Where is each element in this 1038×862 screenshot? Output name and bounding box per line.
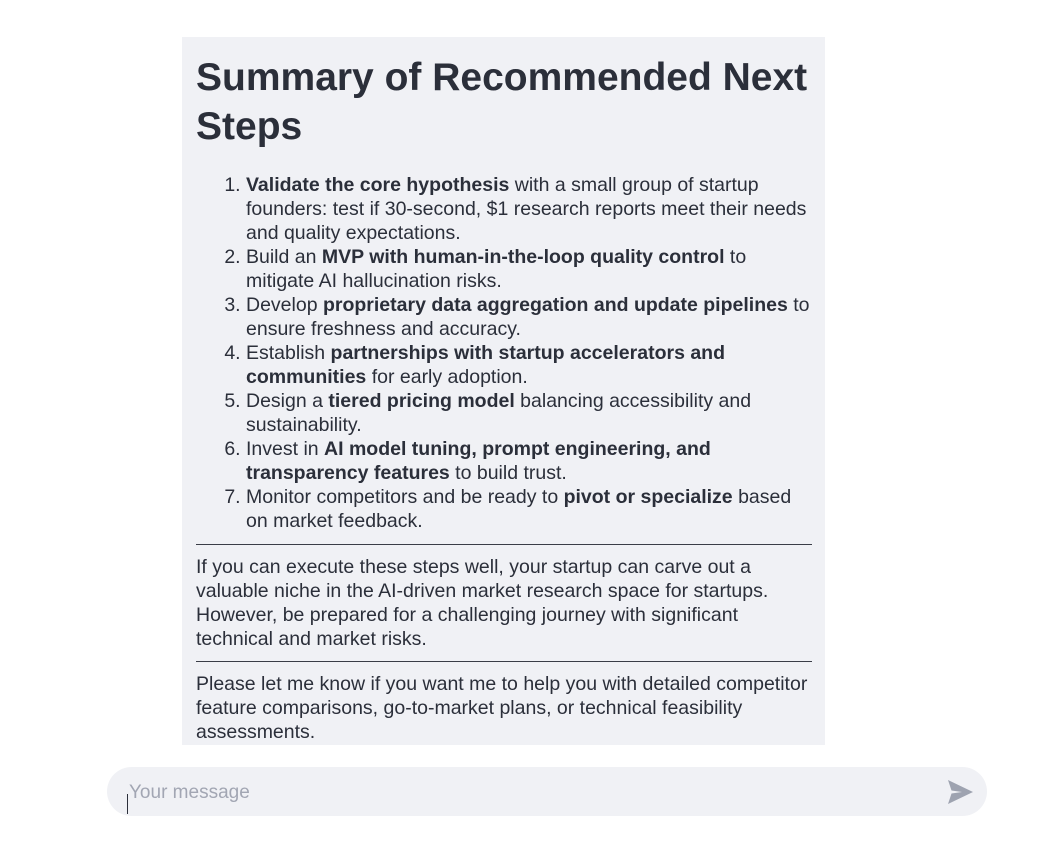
step-text: Develop — [246, 294, 323, 316]
send-button[interactable] — [945, 778, 975, 806]
step-text: balancing accessibility and sustainability. — [246, 390, 752, 436]
step-emphasis: partnerships with startup accelerators and communities — [246, 342, 725, 388]
step-text: Build an — [246, 246, 322, 268]
text-caret — [127, 794, 128, 814]
step-text: with a small group of startup founders: test if 30-second, $1 research reports meet their needs and quality expectations. — [246, 174, 807, 244]
step-text: based on market feedback. — [246, 486, 792, 532]
step-text: Invest in — [246, 438, 325, 460]
list-item — [246, 293, 812, 341]
step-text: to build trust. — [449, 462, 567, 484]
message-heading: Summary of Recommended Next Steps — [196, 56, 808, 148]
divider — [196, 544, 812, 545]
step-text: to ensure freshness and accuracy. — [246, 294, 810, 340]
step-emphasis: proprietary data aggregation and update pipelines — [322, 294, 788, 316]
step-emphasis: tiered pricing model — [328, 390, 515, 412]
list-item — [246, 245, 812, 293]
message-input[interactable] — [127, 767, 931, 818]
offer-paragraph: Please let me know if you want me to help you with detailed competitor feature comparisons, go-to-market plans, or technical feasibility assessments. — [196, 673, 808, 743]
step-text: to mitigate AI hallucination risks. — [246, 246, 747, 292]
list-item — [246, 437, 812, 485]
list-item — [246, 485, 812, 533]
step-emphasis: AI model tuning, prompt engineering, and transparency features — [246, 438, 711, 484]
step-text: Design a — [246, 390, 329, 412]
step-text: Establish — [246, 342, 331, 364]
list-item — [246, 389, 812, 437]
next-steps-list — [196, 173, 812, 533]
step-emphasis: MVP with human-in-the-loop quality control — [321, 246, 725, 268]
step-text: for early adoption. — [366, 366, 528, 388]
step-emphasis: pivot or specialize — [563, 486, 733, 508]
list-item — [246, 341, 812, 389]
closing-paragraph: If you can execute these steps well, your startup can carve out a valuable niche in the AI-driven market research space for startups. However, be prepared for a challenging journey with significant technical and market risks. — [196, 556, 769, 650]
assistant-message — [182, 37, 825, 745]
message-composer — [107, 767, 987, 816]
send-icon — [945, 778, 975, 806]
step-text: Monitor competitors and be ready to — [246, 486, 564, 508]
step-emphasis: Validate the core hypothesis — [246, 174, 510, 196]
divider — [196, 661, 812, 662]
list-item — [246, 173, 812, 245]
